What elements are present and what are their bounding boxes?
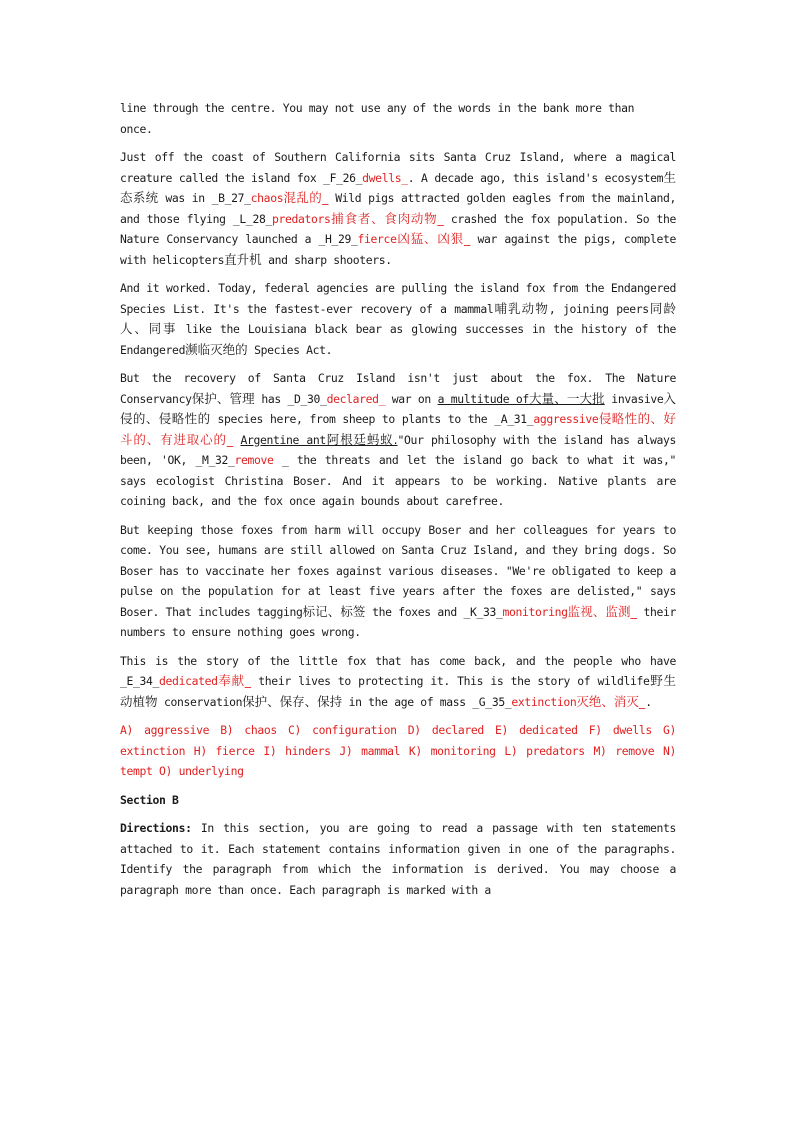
blank-30-end: _ bbox=[378, 391, 386, 406]
zh-conservation: 保护、保存、保持 bbox=[242, 693, 343, 709]
zh-mammal: 哺乳动物 bbox=[493, 300, 549, 316]
zh-wildlife: 野生动植物 bbox=[120, 673, 676, 709]
underlined-phrase-ant: Argentine ant bbox=[240, 432, 326, 447]
p3-text-5: species here, from sheep to plants to the bbox=[210, 412, 495, 426]
zh-answer-34: 奉献_ bbox=[217, 673, 252, 688]
intro-line-1: line through the centre. You may not use any of the words in the bank more than bbox=[120, 101, 635, 115]
answer-31: aggressive bbox=[533, 412, 599, 426]
paragraph-2 bbox=[120, 278, 676, 360]
blank-31-letter: _A_31_ bbox=[494, 412, 534, 426]
paragraph-4 bbox=[120, 520, 676, 643]
blank-28-letter: _L_28_ bbox=[232, 211, 272, 226]
zh-answer-35: 灭绝、消灭_ bbox=[576, 693, 646, 709]
p2-text-2: , joining peers bbox=[548, 301, 649, 316]
zh-answer-28: 捕食者、食肉动物_ bbox=[330, 210, 444, 226]
blank-30-letter: _D_30_ bbox=[287, 391, 327, 406]
p3-text-8: _ the threats and let the island go back to what it was," says ecologist Christina Boser. And it appears to be working. Native plants are coining back, and the fox once again bounds about carefree. bbox=[120, 453, 676, 508]
p2-text-3: like the Louisiana black bear as glowing successes in the history of the Endangered bbox=[120, 322, 676, 357]
zh-answer-29: 凶猛、凶狠_ bbox=[396, 231, 471, 246]
zh-peers: 同龄人、同事 bbox=[120, 300, 676, 336]
p1-text-2: . A decade ago, this island's ecosystem bbox=[407, 170, 664, 185]
answer-28: predators bbox=[271, 211, 331, 226]
answer-26: dwells bbox=[362, 170, 402, 185]
answer-30: declared bbox=[326, 391, 379, 406]
p1-text-7: and sharp shooters. bbox=[261, 252, 392, 267]
p1-text-1: Just off the coast of Southern California sits Santa Cruz Island, where a magical creature called the island fox bbox=[120, 150, 676, 185]
underlined-phrase-multitude: a multitude of bbox=[437, 391, 529, 406]
zh-ecosystem: 生态系统 bbox=[120, 169, 676, 205]
p2-text-1: And it worked. Today, federal agencies are pulling the island fox from the Endangered Species List. It's the fastest-ever recovery of a mammal bbox=[120, 281, 676, 316]
paragraph-3 bbox=[120, 368, 676, 512]
p3-text-7: "Our philosophy with the island has always been, 'OK, bbox=[120, 432, 676, 467]
zh-answer-33: 监视、监测_ bbox=[567, 603, 637, 619]
p3-text-2: has bbox=[254, 391, 288, 406]
blank-27-letter: _B_27_ bbox=[211, 191, 251, 205]
zh-conservancy: 保护、管理 bbox=[191, 390, 255, 406]
p3-text-3: war on bbox=[385, 391, 438, 406]
blank-29-letter: _H_29_ bbox=[318, 232, 358, 246]
answer-33: monitoring bbox=[502, 604, 568, 619]
zh-multitude: 大量、一大批 bbox=[528, 390, 605, 406]
p3-text-1: But the recovery of Santa Cruz Island isn't just about the fox. The Nature Conservancy bbox=[120, 371, 676, 406]
p1-text-3: was in bbox=[158, 191, 212, 205]
paragraph-1 bbox=[120, 147, 676, 270]
p4-text-3: their numbers to ensure nothing goes wrong. bbox=[120, 604, 676, 639]
answer-29: fierce bbox=[357, 232, 397, 246]
paragraph-5 bbox=[120, 651, 676, 713]
zh-invasive: 入侵的、侵略性的 bbox=[120, 390, 676, 426]
p5-text-5: . bbox=[645, 694, 652, 709]
p1-text-4: Wild pigs attracted golden eagles from the mainland, and those flying bbox=[120, 191, 676, 226]
p4-text-2: the foxes and bbox=[365, 604, 464, 619]
p5-text-1: This is the story of the little fox that has come back, and the people who have bbox=[120, 653, 676, 668]
p2-text-4: Species Act. bbox=[247, 342, 333, 357]
zh-tagging: 标记、标签 bbox=[302, 603, 366, 619]
directions-text: In this section, you are going to read a passage with ten statements attached to it. Each statement contains information given in one of the paragraphs. Identify the paragraph from which the information is derived. You may choose a paragraph more than once. Each paragraph is marked with a bbox=[120, 821, 676, 897]
word-bank: A) aggressive B) chaos C) configuration D) declared E) dedicated F) dwells G) extinction H) fierce I) hinders J) mammal K) monitoring L) predators M) remove N) tempt O) underlying bbox=[120, 723, 676, 778]
answer-27: chaos bbox=[250, 191, 284, 205]
answer-34: dedicated bbox=[159, 674, 218, 688]
intro-line-2: once. bbox=[120, 121, 153, 136]
blank-32-letter: _M_32_ bbox=[195, 453, 235, 467]
p1-text-5: crashed the fox population. So the Nature Conservancy launched a bbox=[120, 211, 676, 246]
blank-34-letter: _E_34_ bbox=[120, 674, 160, 688]
directions-label: Directions: bbox=[120, 821, 192, 835]
zh-answer-27: 混乱的_ bbox=[283, 190, 329, 205]
zh-ant: 阿根廷蚂蚁. bbox=[325, 431, 398, 447]
p1-text-6: war against the pigs, complete with helicopters bbox=[120, 232, 676, 267]
directions-paragraph bbox=[120, 818, 676, 900]
answer-35: extinction bbox=[511, 694, 577, 709]
zh-answer-31: 侵略性的、好斗的、有进取心的_ bbox=[120, 411, 676, 447]
answer-32: remove bbox=[234, 453, 274, 467]
p5-text-2: their lives to protecting it. This is the story of wildlife bbox=[251, 674, 650, 688]
zh-helicopters: 直升机 bbox=[224, 251, 262, 267]
p5-text-3: conservation bbox=[157, 694, 243, 709]
p4-text-1: But keeping those foxes from harm will occupy Boser and her colleagues for years to come. You see, humans are still allowed on Santa Cruz Island, and they bring dogs. So Boser has to vaccinate her foxes against various diseases. "We're obligated to keep a pulse on the population for at least five years after the foxes are delisted," says Boser. That includes tagging bbox=[120, 522, 676, 619]
document-page bbox=[120, 98, 676, 908]
zh-endangered: 濒临灭绝的 bbox=[185, 341, 248, 357]
section-heading: Section B bbox=[120, 792, 179, 807]
blank-26-end: _ bbox=[401, 170, 408, 185]
p5-text-4: in the age of mass bbox=[342, 694, 473, 709]
intro-paragraph bbox=[120, 98, 676, 139]
blank-35-letter: _G_35_ bbox=[472, 694, 512, 709]
p3-text-4: invasive bbox=[604, 391, 664, 406]
blank-33-letter: _K_33_ bbox=[463, 604, 503, 619]
blank-26-letter: _F_26_ bbox=[323, 170, 363, 185]
